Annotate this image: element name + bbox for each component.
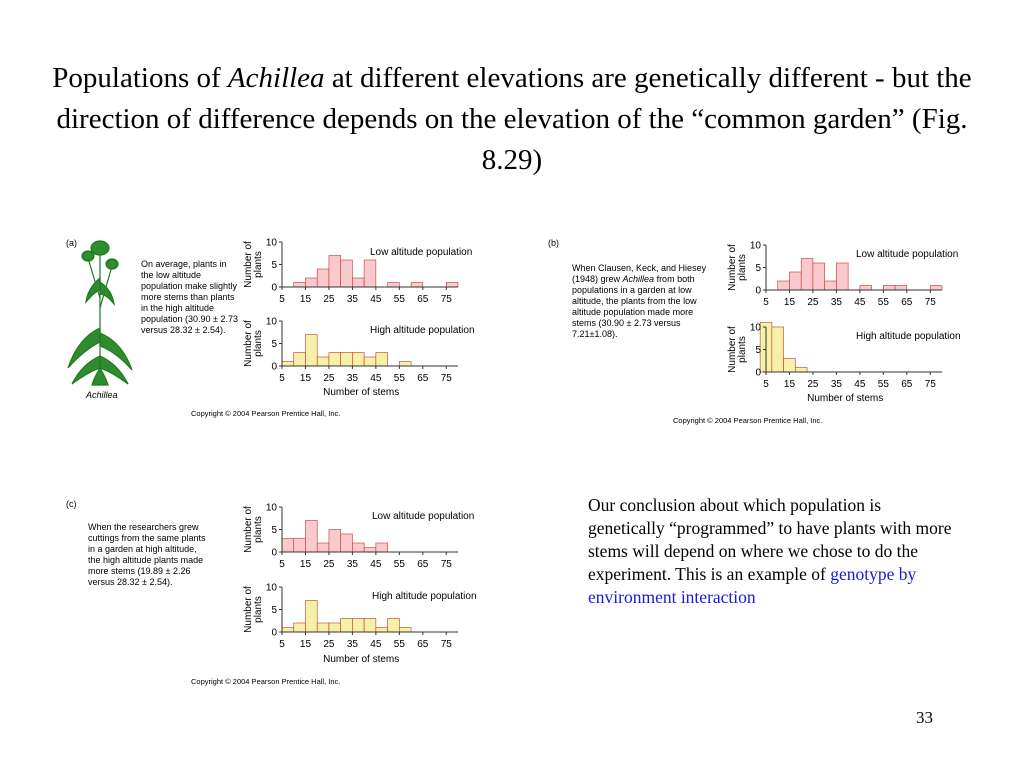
b-low-x-tick-label: 75 bbox=[924, 297, 936, 308]
b-low-bar bbox=[883, 286, 895, 291]
c-low-y-tick-label: 10 bbox=[265, 502, 277, 514]
a-high-x-tick-label: 75 bbox=[440, 373, 452, 384]
c-high-bar bbox=[305, 601, 317, 633]
c-low-x-tick-label: 45 bbox=[370, 559, 382, 570]
b-high-x-tick-label: 55 bbox=[877, 379, 889, 390]
b-low-x-tick-label: 55 bbox=[877, 297, 889, 308]
a-high-x-tick-label: 45 bbox=[370, 373, 382, 384]
c-low-bar bbox=[352, 543, 364, 552]
a-high-y-label: Number ofplants bbox=[243, 320, 264, 367]
a-high-x-label: Number of stems bbox=[323, 387, 400, 398]
b-low-bar bbox=[860, 286, 872, 291]
b-low-bar bbox=[930, 286, 942, 291]
c-high-y-label: Number ofplants bbox=[243, 586, 264, 633]
c-low-y-tick-label: 0 bbox=[271, 547, 277, 559]
a-low-bar bbox=[294, 283, 306, 288]
c-low-x-tick-label: 55 bbox=[393, 559, 405, 570]
a-high-bar bbox=[352, 353, 364, 367]
b-low-x-tick-label: 65 bbox=[901, 297, 913, 308]
c-low-x-tick-label: 15 bbox=[299, 559, 312, 570]
panel-a-copyright: Copyright © 2004 Pearson Prentice Hall, Inc. bbox=[191, 409, 341, 418]
c-high-x-tick-label: 65 bbox=[417, 639, 429, 650]
b-low-y-tick-label: 10 bbox=[749, 240, 761, 252]
b-low-bar bbox=[778, 281, 790, 290]
b-high-bar bbox=[784, 359, 796, 373]
b-low-bar bbox=[813, 263, 825, 290]
c-high-bar bbox=[341, 619, 353, 633]
b-high-y-tick-label: 5 bbox=[755, 345, 761, 356]
a-low-bar bbox=[364, 260, 376, 287]
panel-a-description: On average, plants in the low altitude population make slightly more stems than plants in the high altitude population (30.90 ± 2.73 versus 28.32 ± 2.54). bbox=[141, 259, 239, 335]
a-low-bar bbox=[329, 256, 341, 288]
c-high-bar bbox=[376, 628, 388, 633]
a-low-y-tick-label: 5 bbox=[271, 260, 277, 271]
b-high-y-label: Number ofplants bbox=[727, 326, 748, 373]
a-low-x-tick-label: 75 bbox=[440, 294, 452, 305]
a-low-x-tick-label: 25 bbox=[323, 294, 335, 305]
c-high-bar bbox=[329, 623, 341, 632]
b-low-bar bbox=[836, 263, 848, 290]
panel-a-label: (a) bbox=[66, 238, 77, 248]
c-high-x-tick-label: 5 bbox=[279, 639, 285, 650]
a-high-bar bbox=[376, 353, 388, 367]
a-high-title: High altitude population bbox=[370, 325, 475, 336]
b-high-y-tick-label: 10 bbox=[749, 322, 761, 334]
c-high-bar bbox=[294, 623, 306, 632]
title-part-1: Populations of bbox=[52, 62, 228, 94]
a-high-x-tick-label: 35 bbox=[346, 373, 358, 384]
c-high-bar bbox=[364, 619, 376, 633]
b-high-x-tick-label: 45 bbox=[854, 379, 866, 390]
c-high-bar bbox=[388, 619, 400, 633]
a-high-y-tick-label: 10 bbox=[265, 316, 277, 328]
a-high-bar bbox=[305, 335, 317, 367]
a-high-bar bbox=[341, 353, 353, 367]
panel-c-description: When the researchers grew cuttings from the same plants in a garden at high altitude, the high altitude plants made more stems (19.89 ± 2.26 versus 28.32 ± 2.54). bbox=[88, 522, 206, 587]
b-high-x-tick-label: 5 bbox=[763, 379, 769, 390]
c-high-bar bbox=[317, 623, 329, 632]
panel-b-copyright: Copyright © 2004 Pearson Prentice Hall, Inc. bbox=[673, 416, 823, 425]
b-low-title: Low altitude population bbox=[856, 249, 959, 260]
a-high-x-tick-label: 15 bbox=[299, 373, 312, 384]
title-part-2: at different elevations are genetically different - but the direction of difference depends on the elevation of the “common garden” (Fig. 8.29) bbox=[56, 62, 972, 176]
c-low-x-tick-label: 75 bbox=[440, 559, 452, 570]
b-high-bar bbox=[795, 368, 807, 373]
a-high-y-tick-label: 5 bbox=[271, 339, 277, 350]
b-high-x-tick-label: 35 bbox=[830, 379, 842, 390]
b-high-x-tick-label: 15 bbox=[783, 379, 796, 390]
c-low-y-label: Number ofplants bbox=[243, 506, 264, 553]
a-high-bar bbox=[329, 353, 341, 367]
b-high-x-label: Number of stems bbox=[807, 393, 884, 404]
c-low-bar bbox=[364, 548, 376, 553]
c-low-x-tick-label: 35 bbox=[346, 559, 358, 570]
c-high-x-label: Number of stems bbox=[323, 654, 400, 665]
a-low-y-tick-label: 10 bbox=[265, 237, 277, 249]
c-low-bar bbox=[294, 539, 306, 553]
b-high-bar bbox=[772, 327, 784, 372]
page-number: 33 bbox=[916, 708, 933, 727]
conclusion-body: Our conclusion about which population is genetically “programmed” to have plants with more stems will depend on where we chose to do the experiment. This is an example of bbox=[588, 495, 952, 584]
panel-c-copyright: Copyright © 2004 Pearson Prentice Hall, Inc. bbox=[191, 677, 341, 686]
c-low-bar bbox=[329, 530, 341, 553]
a-low-bar bbox=[446, 283, 458, 288]
b-high-title: High altitude population bbox=[856, 331, 961, 342]
c-high-x-tick-label: 15 bbox=[299, 639, 312, 650]
title-italic-genus: Achillea bbox=[227, 62, 325, 94]
b-low-bar bbox=[895, 286, 907, 291]
a-low-bar bbox=[388, 283, 400, 288]
b-low-x-tick-label: 35 bbox=[830, 297, 842, 308]
c-high-title: High altitude population bbox=[372, 591, 477, 602]
c-low-x-tick-label: 5 bbox=[279, 559, 285, 570]
b-low-x-tick-label: 5 bbox=[763, 297, 769, 308]
c-low-x-tick-label: 25 bbox=[323, 559, 335, 570]
a-low-bar bbox=[352, 278, 364, 287]
c-low-bar bbox=[282, 539, 294, 553]
a-low-x-tick-label: 55 bbox=[393, 294, 405, 305]
b-low-x-tick-label: 25 bbox=[807, 297, 819, 308]
b-high-y-tick-label: 0 bbox=[755, 367, 761, 379]
c-high-bar bbox=[352, 619, 364, 633]
b-high-x-tick-label: 25 bbox=[807, 379, 819, 390]
c-high-y-tick-label: 5 bbox=[271, 605, 277, 616]
a-low-x-tick-label: 35 bbox=[346, 294, 358, 305]
b-low-y-tick-label: 5 bbox=[755, 263, 761, 274]
c-high-bar bbox=[399, 628, 411, 633]
a-high-x-tick-label: 55 bbox=[393, 373, 405, 384]
a-high-y-tick-label: 0 bbox=[271, 361, 277, 373]
plant-caption: Achillea bbox=[86, 390, 118, 400]
a-high-bar bbox=[282, 362, 294, 367]
a-high-x-tick-label: 65 bbox=[417, 373, 429, 384]
a-low-bar bbox=[411, 283, 423, 288]
a-low-y-label: Number ofplants bbox=[243, 241, 264, 288]
a-high-x-tick-label: 25 bbox=[323, 373, 335, 384]
a-high-x-tick-label: 5 bbox=[279, 373, 285, 384]
a-low-y-tick-label: 0 bbox=[271, 282, 277, 294]
a-low-x-tick-label: 5 bbox=[279, 294, 285, 305]
c-high-x-tick-label: 25 bbox=[323, 639, 335, 650]
c-low-title: Low altitude population bbox=[372, 511, 475, 522]
b-high-x-tick-label: 65 bbox=[901, 379, 913, 390]
a-low-bar bbox=[341, 260, 353, 287]
c-high-x-tick-label: 45 bbox=[370, 639, 382, 650]
b-low-bar bbox=[825, 281, 837, 290]
c-high-x-tick-label: 75 bbox=[440, 639, 452, 650]
c-low-bar bbox=[305, 521, 317, 553]
a-low-x-tick-label: 65 bbox=[417, 294, 429, 305]
b-low-x-tick-label: 45 bbox=[854, 297, 866, 308]
a-low-bar bbox=[317, 269, 329, 287]
panel-c-label: (c) bbox=[66, 499, 77, 509]
panel-b-desc-part-2: from both populations in a garden at low altitude, the plants from the low altitude population made more stems (30.90 ± 2.73 versus 7.21±1.08). bbox=[572, 274, 697, 339]
c-low-bar bbox=[317, 543, 329, 552]
c-low-bar bbox=[341, 534, 353, 552]
a-low-bar bbox=[305, 278, 317, 287]
a-high-bar bbox=[294, 353, 306, 367]
c-high-y-tick-label: 0 bbox=[271, 627, 277, 639]
a-high-bar bbox=[399, 362, 411, 367]
c-high-x-tick-label: 35 bbox=[346, 639, 358, 650]
c-low-x-tick-label: 65 bbox=[417, 559, 429, 570]
c-low-y-tick-label: 5 bbox=[271, 525, 277, 536]
a-low-title: Low altitude population bbox=[370, 247, 473, 258]
b-low-bar bbox=[789, 272, 801, 290]
a-low-x-tick-label: 15 bbox=[299, 294, 312, 305]
panel-b-desc-italic: Achillea bbox=[622, 274, 655, 284]
b-low-y-label: Number ofplants bbox=[727, 244, 748, 291]
b-low-bar bbox=[801, 259, 813, 291]
panel-b-desc-part-1: When Clausen, Keck, and Hiesey (1948) grew bbox=[572, 263, 707, 284]
a-low-x-tick-label: 45 bbox=[370, 294, 382, 305]
a-high-bar bbox=[317, 357, 329, 366]
c-high-bar bbox=[282, 628, 294, 633]
c-high-y-tick-label: 10 bbox=[265, 582, 277, 594]
conclusion-highlight: genotype by environment interaction bbox=[588, 564, 917, 607]
c-high-x-tick-label: 55 bbox=[393, 639, 405, 650]
a-high-bar bbox=[364, 357, 376, 366]
b-low-y-tick-label: 0 bbox=[755, 285, 761, 297]
b-low-x-tick-label: 15 bbox=[783, 297, 796, 308]
panel-b-label: (b) bbox=[548, 238, 559, 248]
b-high-x-tick-label: 75 bbox=[924, 379, 936, 390]
c-low-bar bbox=[376, 543, 388, 552]
